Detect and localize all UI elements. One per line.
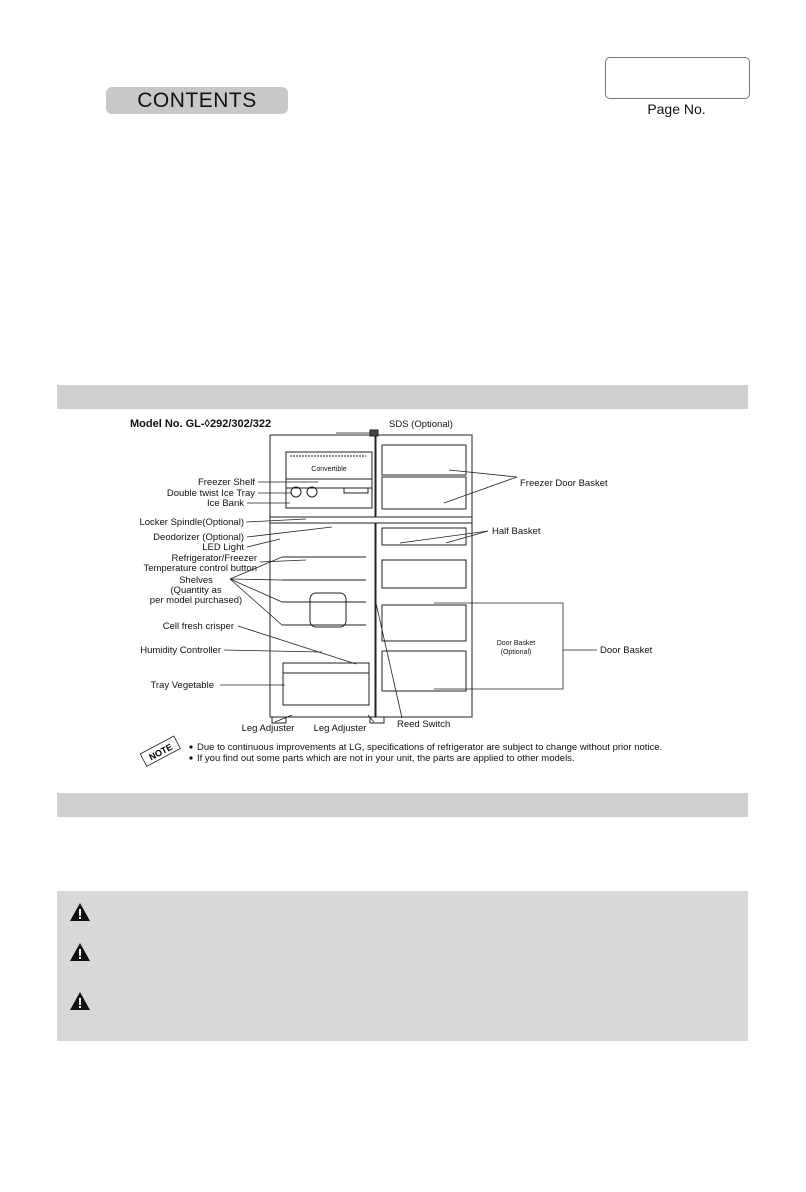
- warning-panel: [57, 891, 748, 1041]
- label-ice-bank: Ice Bank: [207, 498, 244, 509]
- model-label: Model No. GL-◊292/302/322: [130, 418, 272, 430]
- note-badge: [140, 736, 180, 766]
- label-half-basket: Half Basket: [492, 526, 541, 537]
- warning-triangle-icon: [69, 991, 91, 1011]
- label-leg-adjuster-right: Leg Adjuster: [313, 723, 367, 734]
- label-shelves-3: per model purchased): [149, 595, 243, 606]
- label-door-basket-opt-2: (Optional): [500, 649, 532, 656]
- label-deodorizer: Deodorizer (Optional): [153, 532, 244, 543]
- warning-triangle-icon: [69, 942, 91, 962]
- refrigerator-diagram: [100, 415, 700, 775]
- label-sds: SDS (Optional): [389, 419, 453, 430]
- label-shelves-2: (Quantity as: [170, 585, 222, 596]
- fridge-compartment: [270, 523, 375, 717]
- label-leg-adjuster-left: Leg Adjuster: [241, 723, 295, 734]
- note-line-2: If you find out some parts which are not in your unit, the parts are applied to other models.: [197, 753, 575, 764]
- freezer-door: [376, 435, 472, 517]
- warning-triangle-icon: [69, 902, 91, 922]
- label-freezer-shelf: Freezer Shelf: [197, 477, 255, 488]
- label-door-basket-opt-1: Door Basket: [496, 640, 536, 647]
- page-number-label: Page No.: [647, 101, 706, 117]
- note-line-1: Due to continuous improvements at LG, specifications of refrigerator are subject to change without prior notice.: [197, 742, 663, 753]
- label-tray-vegetable: Tray Vegetable: [150, 680, 214, 691]
- label-ice-tray: Double twist Ice Tray: [166, 488, 255, 499]
- label-freezer-door-basket: Freezer Door Basket: [520, 478, 608, 489]
- label-temp-control-2: Temperature control button: [143, 563, 257, 574]
- contents-heading: CONTENTS: [106, 87, 288, 114]
- label-humidity: Humidity Controller: [140, 645, 221, 656]
- label-convertible: Convertible: [311, 466, 347, 473]
- fridge-door: [376, 523, 472, 717]
- label-temp-control-1: Refrigerator/Freezer: [171, 553, 257, 564]
- label-locker-spindle: Locker Spindle(Optional): [139, 517, 244, 528]
- section-bar-parts: [57, 385, 748, 409]
- section-bar-safety: [57, 793, 748, 817]
- label-shelves-1: Shelves: [179, 575, 213, 586]
- label-door-basket: Door Basket: [600, 645, 653, 656]
- svg-text:NOTE: NOTE: [147, 741, 175, 763]
- label-cell-fresh: Cell fresh crisper: [162, 621, 234, 632]
- label-led-light: LED Light: [202, 542, 244, 553]
- page-number-box: [605, 57, 750, 99]
- label-reed-switch: Reed Switch: [397, 719, 451, 730]
